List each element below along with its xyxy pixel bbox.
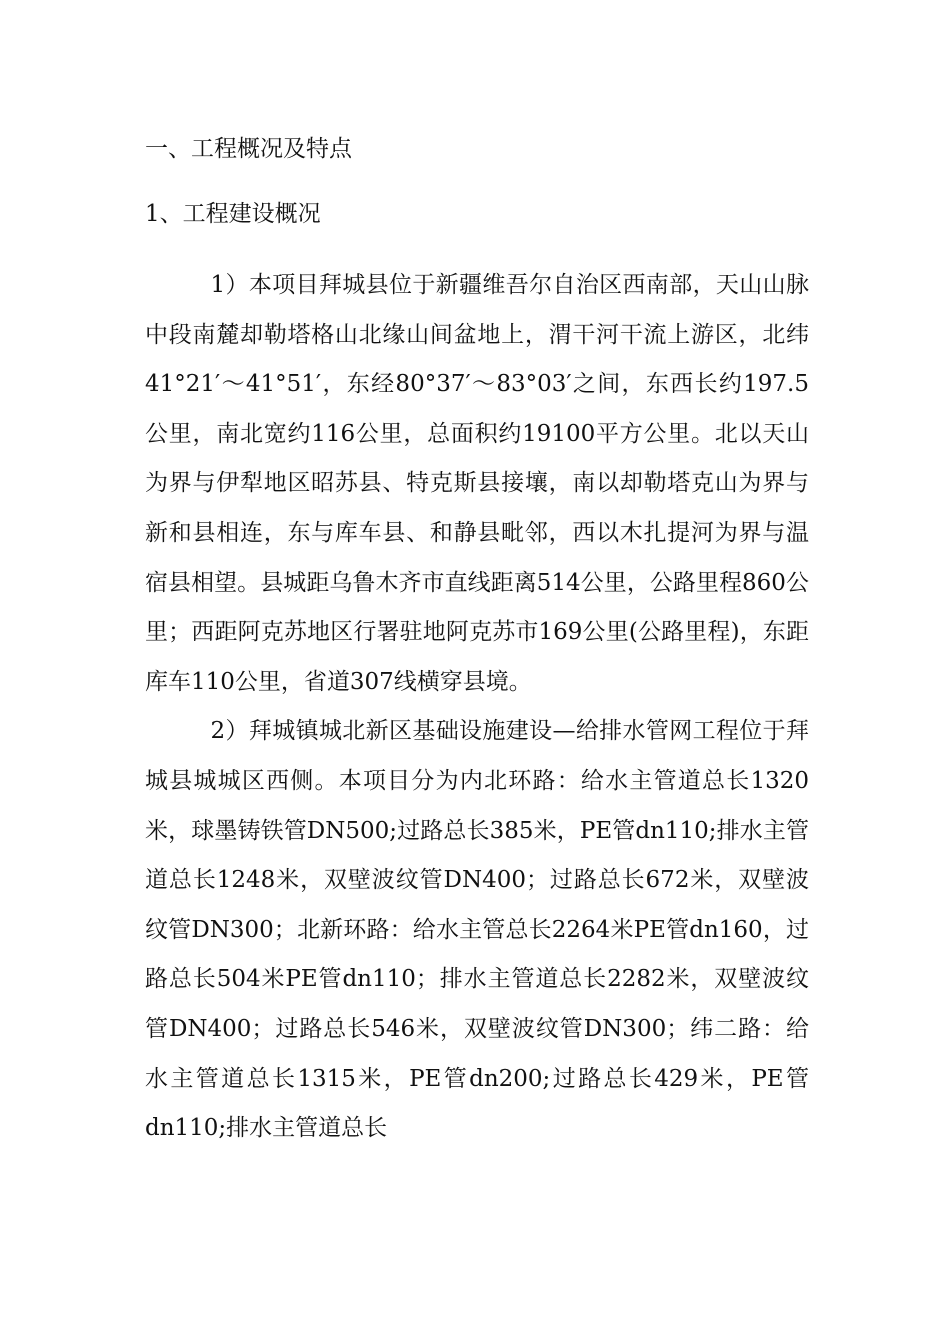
section-heading: 一、工程概况及特点 [145, 136, 352, 162]
subsection-heading: 1、工程建设概况 [145, 201, 321, 227]
document-body [145, 130, 809, 1154]
paragraph-pipeline: 2）拜城镇城北新区基础设施建设—给排水管网工程位于拜城县城城区西侧。本项目分为内北环路：给水主管道总长1320米，球墨铸铁管DN500;过路总长385米，PE管dn110;排水主管道总长1248米，双壁波纹管DN400；过路总长672米，双壁波纹管DN300；北新环路：给水主管总长2264米PE管dn160，过路总长504米PE管dn110；排水主管道总长2282米，双壁波纹管DN400；过路总长546米，双壁波纹管DN300；纬二路：给水主管道总长1315米，PE管dn200;过路总长429米，PE管dn110;排水主管道总长 [145, 718, 809, 1142]
paragraph-location: 1）本项目拜城县位于新疆维吾尔自治区西南部，天山山脉中段南麓却勒塔格山北缘山间盆地上，渭干河干流上游区，北纬41°21′～41°51′，东经80°37′～83°03′之间，东西长约197.5公里，南北宽约116公里，总面积约19100平方公里。北以天山为界与伊犁地区昭苏县、特克斯县接壤，南以却勒塔克山为界与新和县相连，东与库车县、和静县毗邻，西以木扎提河为界与温宿县相望。县城距乌鲁木齐市直线距离514公里，公路里程860公里；西距阿克苏地区行署驻地阿克苏市169公里(公路里程)，东距库车110公里，省道307线横穿县境。 [145, 272, 809, 695]
